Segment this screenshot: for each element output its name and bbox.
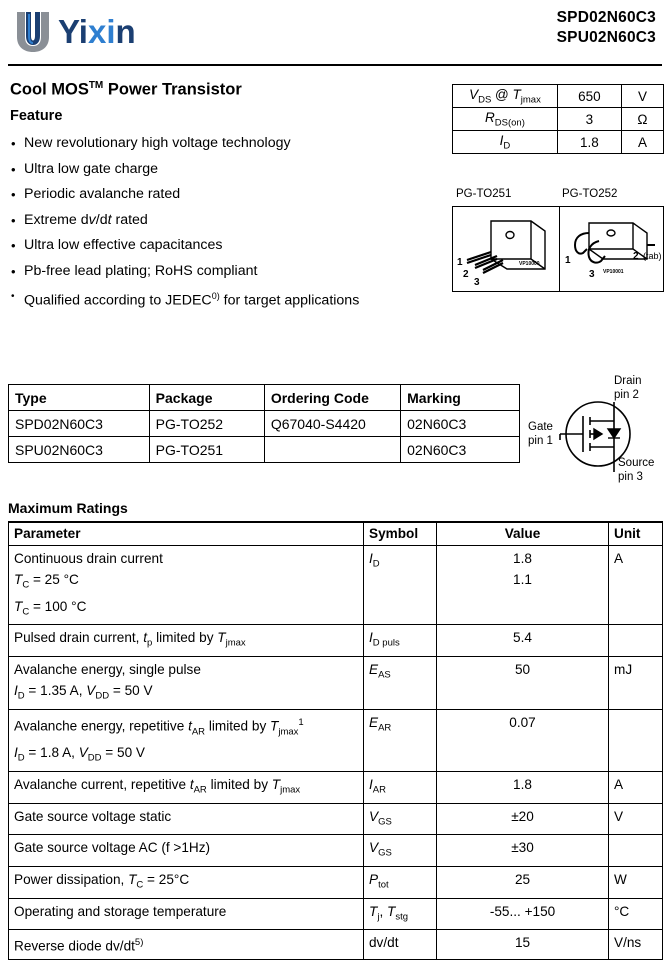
symbol-connector: @ <box>491 86 513 102</box>
cell-marking: 02N60C3 <box>401 411 520 437</box>
param-sub2: DD <box>87 752 102 764</box>
table-row <box>453 85 664 108</box>
cell-unit <box>609 771 663 803</box>
part-numbers <box>557 8 656 48</box>
feature-item: • Periodic avalanche rated <box>10 182 430 208</box>
table-row <box>9 835 663 867</box>
table-row <box>9 803 663 835</box>
cell-unit <box>609 625 663 657</box>
column-header-ordering-code: Ordering Code <box>264 385 400 411</box>
feature-var-t: t <box>107 211 112 228</box>
source-text: Source <box>618 457 655 469</box>
trademark-symbol: TM <box>88 80 104 91</box>
feature-item: • Pb-free lead plating; RoHS compliant <box>10 259 430 285</box>
param-pre: Pulsed drain current, <box>14 630 144 646</box>
table-row <box>9 546 663 625</box>
param-line <box>14 569 358 596</box>
cell-type: SPD02N60C3 <box>9 411 150 437</box>
spec-symbol-vds <box>453 85 558 108</box>
symbol-letter: I <box>369 776 373 792</box>
cell-unit <box>609 803 663 835</box>
logo-letter-i1: i <box>78 13 88 50</box>
param-sub2: jmax <box>225 638 246 650</box>
param-sub2: jmax <box>278 726 299 738</box>
cell-symbol <box>364 625 437 657</box>
value-line: ±20 <box>511 808 534 824</box>
cell-unit <box>609 709 663 771</box>
header-divider <box>8 64 662 66</box>
param-sym: T <box>14 598 23 614</box>
cell-ordering-code <box>264 437 400 463</box>
drain-text: Drain <box>614 375 642 387</box>
param-post: = 25°C <box>143 872 190 887</box>
cell-parameter <box>9 771 364 803</box>
table-row <box>453 131 664 154</box>
param-pre: Avalanche current, repetitive <box>14 776 190 792</box>
cell-parameter <box>9 867 364 899</box>
param-sym: I <box>14 683 18 699</box>
param-sym: I <box>14 745 18 761</box>
column-header-marking: Marking <box>401 385 520 411</box>
feature-heading: Feature <box>10 108 63 124</box>
cell-package: PG-TO252 <box>149 411 264 437</box>
feature-item: • Ultra low gate charge <box>10 157 430 183</box>
symbol-subscript: AR <box>378 722 392 734</box>
unit-text: °C <box>614 903 630 919</box>
symbol-subscript: DS(on) <box>494 117 525 129</box>
logo-wordmark <box>58 10 136 54</box>
cell-symbol <box>364 835 437 867</box>
param-line <box>14 680 358 707</box>
param-sub: C <box>22 579 30 591</box>
cell-type: SPU02N60C3 <box>9 437 150 463</box>
symbol-letter: E <box>369 714 379 730</box>
symbol-subscript: tot <box>378 879 389 891</box>
max-ratings-heading: Maximum Ratings <box>8 500 128 516</box>
feature-item: • New revolutionary high voltage technology <box>10 131 430 157</box>
cell-value <box>437 898 609 930</box>
key-specs-table <box>452 84 664 154</box>
spec-symbol-rdson <box>453 108 558 131</box>
feature-text-mid: /d <box>95 211 108 228</box>
param-line: Continuous drain current <box>14 551 163 566</box>
param-line <box>14 774 358 801</box>
param-line <box>14 742 358 769</box>
cell-parameter <box>9 657 364 710</box>
cell-value <box>437 657 609 710</box>
footnote-ref: 0) <box>211 291 220 301</box>
column-header-unit: Unit <box>609 522 663 546</box>
cell-parameter <box>9 835 364 867</box>
param-pre: Power dissipation, <box>14 872 129 887</box>
gate-text: Gate <box>528 421 553 433</box>
feature-text-post: for target applications <box>219 292 360 309</box>
cell-parameter <box>9 546 364 625</box>
svg-text:(tab): (tab) <box>643 251 662 261</box>
table-row <box>9 411 520 437</box>
svg-text:3: 3 <box>589 269 595 280</box>
param-sym2: V <box>78 745 88 761</box>
unit-text: V <box>614 808 624 824</box>
column-header-type: Type <box>9 385 150 411</box>
table-row <box>9 625 663 657</box>
value-line: 5.4 <box>513 630 532 646</box>
part-number-primary: SPD02N60C3 <box>556 9 656 26</box>
cell-unit <box>609 657 663 710</box>
param-pre: Avalanche energy, repetitive <box>14 718 189 734</box>
company-logo <box>14 10 136 54</box>
param-sym: t <box>143 630 147 646</box>
cell-symbol <box>364 546 437 625</box>
feature-item: • Ultra low effective capacitances <box>10 233 430 259</box>
gate-pin: pin 1 <box>528 435 553 447</box>
param-line <box>14 596 358 623</box>
package-label-to251: PG-TO251 <box>456 188 512 200</box>
logo-letter-x: x <box>87 13 107 50</box>
symbol-subscript: GS <box>378 848 392 859</box>
param-sub: p <box>147 638 153 650</box>
package-drawings-box <box>452 206 664 292</box>
unit-text: W <box>614 872 627 887</box>
spec-symbol-id <box>453 131 558 154</box>
symbol-letter: I <box>369 551 373 566</box>
maximum-ratings-table <box>8 521 663 960</box>
symbol-separator: , <box>379 903 387 919</box>
table-header-row <box>9 522 663 546</box>
cell-parameter <box>9 898 364 930</box>
cell-unit <box>609 930 663 960</box>
value-line: 1.1 <box>513 572 532 587</box>
cell-symbol <box>364 803 437 835</box>
table-row <box>9 930 663 960</box>
table-row <box>9 709 663 771</box>
param-sub: D <box>17 752 25 764</box>
mosfet-symbol-diagram <box>528 372 670 488</box>
param-post: limited by <box>206 776 272 792</box>
spec-value-id: 1.8 <box>557 131 621 154</box>
logo-letter-i2: i <box>106 13 116 50</box>
page-title <box>10 80 242 100</box>
table-row <box>9 867 663 899</box>
part-number-secondary: SPU02N60C3 <box>556 29 656 46</box>
symbol-subscript-2: stg <box>395 911 408 923</box>
mosfet-source-label <box>618 456 654 484</box>
symbol-subscript: j <box>377 911 380 923</box>
column-header-value: Value <box>437 522 609 546</box>
symbol-subscript: D <box>372 558 380 570</box>
feature-item <box>10 284 430 314</box>
symbol-subscript: GS <box>378 816 392 828</box>
package-drawing-to251 <box>453 207 559 291</box>
page-title-main: Cool MOS <box>10 80 89 99</box>
logo-letter-y: Y <box>58 13 79 50</box>
value-line: ±30 <box>511 840 534 856</box>
param-mid: = 1.35 A, <box>24 683 87 699</box>
spec-value-vds: 650 <box>557 85 621 108</box>
param-sym2: T <box>271 776 281 792</box>
cell-value <box>437 867 609 899</box>
param-sub: D <box>17 690 25 702</box>
param-sym2: T <box>270 718 279 734</box>
svg-text:3: 3 <box>474 277 480 288</box>
symbol-letter: dv/dt <box>369 935 399 951</box>
param-sym: T <box>14 572 23 587</box>
value-line: 50 <box>514 662 531 678</box>
param-line: Gate source voltage AC (f >1Hz) <box>14 840 211 856</box>
svg-text:VP10001: VP10001 <box>603 269 624 275</box>
feature-text: Extreme d <box>24 211 89 228</box>
column-header-symbol: Symbol <box>364 522 437 546</box>
cell-unit <box>609 835 663 867</box>
param-sub2: jmax <box>280 784 301 796</box>
unit-text: A <box>614 776 624 792</box>
table-row <box>453 108 664 131</box>
param-line <box>14 627 358 654</box>
param-post: = 100 °C <box>29 598 87 614</box>
table-header-row <box>9 385 520 411</box>
cell-symbol <box>364 657 437 710</box>
symbol-subscript: D <box>503 140 511 152</box>
cell-ordering-code: Q67040-S4420 <box>264 411 400 437</box>
feature-text-post: rated <box>111 211 148 228</box>
symbol-letter-2: T <box>387 903 396 919</box>
param-sym: t <box>189 776 194 792</box>
svg-text:1: 1 <box>457 257 463 268</box>
symbol-letter: R <box>485 109 495 125</box>
mosfet-gate-label <box>528 420 553 448</box>
param-sym2: T <box>128 872 137 887</box>
value-line: 1.8 <box>513 776 532 792</box>
feature-var-v: v <box>88 211 96 228</box>
cell-unit <box>609 546 663 625</box>
footnote-ref: 1 <box>298 716 304 728</box>
param-line <box>14 712 358 742</box>
symbol-letter-2: T <box>512 86 521 102</box>
yixin-u-logo-icon <box>14 10 52 54</box>
page-title-rest: Power Transistor <box>103 80 242 99</box>
symbol-letter: V <box>369 808 379 824</box>
svg-text:VP10000: VP10000 <box>519 261 540 267</box>
param-sub: AR <box>191 726 206 738</box>
cell-value <box>437 771 609 803</box>
spec-value-rdson: 3 <box>557 108 621 131</box>
param-line <box>14 932 358 957</box>
logo-letter-n: n <box>115 13 136 50</box>
param-sub2: DD <box>95 690 110 702</box>
svg-text:2: 2 <box>463 269 469 280</box>
unit-text: mJ <box>614 662 633 678</box>
value-line: 0.07 <box>509 714 536 730</box>
cell-value <box>437 709 609 771</box>
ordering-information-table <box>8 384 520 463</box>
feature-item <box>10 208 430 234</box>
mosfet-drain-label <box>614 374 641 402</box>
svg-text:1: 1 <box>565 255 571 266</box>
cell-parameter <box>9 930 364 960</box>
cell-value <box>437 803 609 835</box>
symbol-subscript: D puls <box>372 638 400 650</box>
symbol-letter: V <box>369 840 379 856</box>
param-post: = 25 °C <box>29 572 79 587</box>
package-label-to252: PG-TO252 <box>562 188 618 200</box>
table-row <box>9 657 663 710</box>
cell-parameter <box>9 709 364 771</box>
footnote-ref: 5) <box>134 937 144 949</box>
unit-text: V/ns <box>614 935 642 951</box>
cell-value <box>437 625 609 657</box>
param-pre: Reverse diode dv/dt <box>14 938 135 954</box>
symbol-letter: T <box>369 903 378 919</box>
symbol-letter: I <box>499 132 504 148</box>
cell-symbol <box>364 867 437 899</box>
drain-pin: pin 2 <box>614 389 639 401</box>
page-header <box>0 0 670 68</box>
spec-unit-rdson: Ω <box>621 108 663 131</box>
symbol-letter: I <box>369 630 373 646</box>
param-line: Operating and storage temperature <box>14 903 227 919</box>
spec-unit-id: A <box>621 131 663 154</box>
param-sym2: T <box>217 630 226 646</box>
cell-symbol <box>364 771 437 803</box>
param-line: Gate source voltage static <box>14 808 172 824</box>
value-line: 15 <box>514 935 531 951</box>
column-header-package: Package <box>149 385 264 411</box>
symbol-letter: P <box>369 872 379 887</box>
unit-text: A <box>614 551 624 566</box>
cell-symbol <box>364 930 437 960</box>
cell-parameter <box>9 625 364 657</box>
column-header-parameter: Parameter <box>9 522 364 546</box>
table-row <box>9 771 663 803</box>
symbol-letter: E <box>369 662 379 678</box>
symbol-subscript: AS <box>378 669 391 681</box>
package-drawing-to252 <box>559 207 665 291</box>
param-post: = 50 V <box>101 745 145 761</box>
table-row <box>9 437 520 463</box>
symbol-subscript: AR <box>372 784 386 796</box>
param-sym: t <box>188 718 192 734</box>
value-line: 1.8 <box>513 551 532 566</box>
param-sub: AR <box>193 784 207 796</box>
feature-text: Qualified according to JEDEC <box>24 292 212 309</box>
table-row <box>9 898 663 930</box>
symbol-subscript: DS <box>478 94 492 106</box>
param-sub: C <box>22 606 30 618</box>
spec-unit-vds: V <box>621 85 663 108</box>
cell-package: PG-TO251 <box>149 437 264 463</box>
cell-unit <box>609 867 663 899</box>
cell-value <box>437 546 609 625</box>
cell-unit <box>609 898 663 930</box>
feature-list <box>10 131 430 314</box>
value-line: -55... +150 <box>489 903 556 919</box>
svg-text:2: 2 <box>633 251 639 262</box>
cell-symbol <box>364 898 437 930</box>
cell-value <box>437 835 609 867</box>
param-sub2: C <box>136 879 144 891</box>
param-post: limited by <box>152 630 218 646</box>
source-pin: pin 3 <box>618 471 643 483</box>
cell-symbol <box>364 709 437 771</box>
param-mid: = 1.8 A, <box>24 745 79 761</box>
value-line: 25 <box>514 872 531 887</box>
cell-parameter <box>9 803 364 835</box>
param-post: limited by <box>205 718 271 734</box>
cell-value <box>437 930 609 960</box>
symbol-letter: V <box>469 86 479 102</box>
symbol-subscript-2: jmax <box>520 94 541 106</box>
param-sym2: V <box>86 683 96 699</box>
param-line: Avalanche energy, single pulse <box>14 662 201 678</box>
param-line <box>14 869 358 896</box>
param-post: = 50 V <box>109 683 153 699</box>
cell-marking: 02N60C3 <box>401 437 520 463</box>
